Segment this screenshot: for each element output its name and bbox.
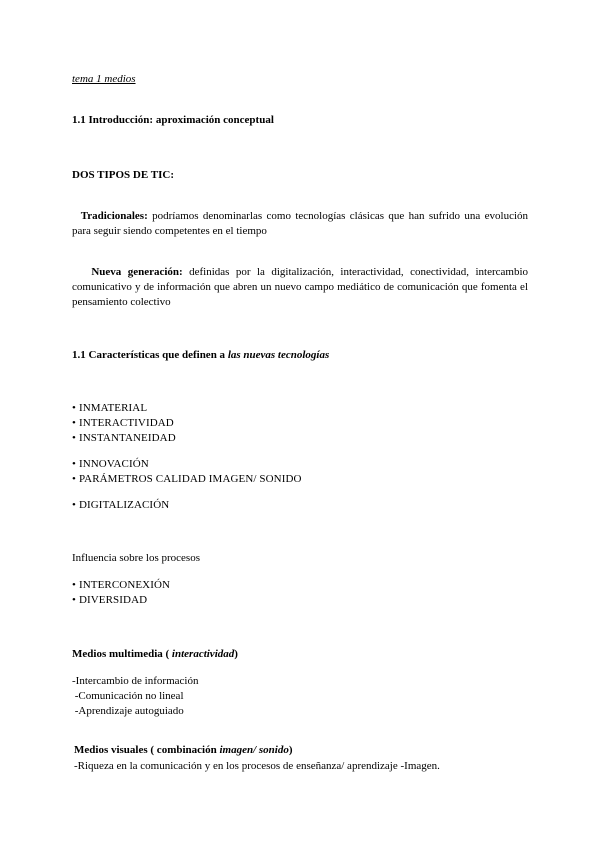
- visuales-close: ): [288, 744, 293, 756]
- multimedia-lines: [72, 674, 528, 719]
- list-item: • DIGITALIZACIÓN: [72, 498, 528, 513]
- label-tradicionales: Tradicionales:: [80, 210, 148, 222]
- multimedia-italic: interactividad: [171, 648, 235, 660]
- heading-caracteristicas-italic: las nuevas tecnologías: [227, 349, 330, 361]
- visuales-line: -Riqueza en la comunicación y en los procesos de enseñanza/ aprendizaje -Imagen.: [74, 760, 440, 772]
- heading-dos-tipos: DOS TIPOS DE TIC:: [72, 169, 174, 181]
- list-item: • INSTANTANEIDAD: [72, 431, 528, 446]
- list-item: • INTERCONEXIÓN: [72, 578, 528, 593]
- list-item: • INMATERIAL: [72, 401, 528, 416]
- visuales-italic: imagen/ sonido: [219, 744, 289, 756]
- multimedia-close: ): [234, 648, 238, 660]
- heading-caracteristicas: [72, 348, 528, 363]
- list-item: • PARÁMETROS CALIDAD IMAGEN/ SONIDO: [72, 472, 528, 487]
- paragraph-tradicionales: [72, 209, 528, 239]
- text-tradicionales: podríamos denominarlas como tecnologías clásicas que han sufrido una evolución para seguir siendo competentes en el tiempo: [72, 210, 529, 237]
- list-influencia: [72, 578, 528, 608]
- text-influencia: Influencia sobre los procesos: [72, 552, 200, 564]
- list-caracteristicas-b: [72, 457, 528, 487]
- doc-title: tema 1 medios: [72, 73, 136, 85]
- paragraph-nueva-generacion: [72, 265, 528, 310]
- heading-medios-visuales: [74, 743, 530, 758]
- multimedia-label: Medios multimedia (: [72, 648, 172, 660]
- label-nueva-generacion: Nueva generación:: [91, 266, 183, 278]
- heading-introduccion: 1.1 Introducción: aproximación conceptual: [72, 114, 274, 126]
- list-caracteristicas-a: [72, 401, 528, 446]
- multimedia-line: -Intercambio de información: [72, 675, 199, 687]
- heading-medios-multimedia: [72, 647, 528, 662]
- list-item: • INNOVACIÓN: [72, 457, 528, 472]
- list-item: • INTERACTIVIDAD: [72, 416, 528, 431]
- heading-caracteristicas-prefix: 1.1 Características que definen a: [72, 349, 228, 361]
- visuales-label: Medios visuales ( combinación: [74, 744, 220, 756]
- text-nueva-generacion: definidas por la digitalización, interactividad, conectividad, intercambio comunicativo y de información que abren un nuevo campo mediático de comunicación que fomenta el pensamiento colectivo: [72, 266, 528, 308]
- multimedia-line: -Comunicación no lineal: [72, 690, 184, 702]
- multimedia-line: -Aprendizaje autoguiado: [72, 705, 184, 717]
- list-caracteristicas-c: [72, 498, 528, 513]
- list-item: • DIVERSIDAD: [72, 593, 528, 608]
